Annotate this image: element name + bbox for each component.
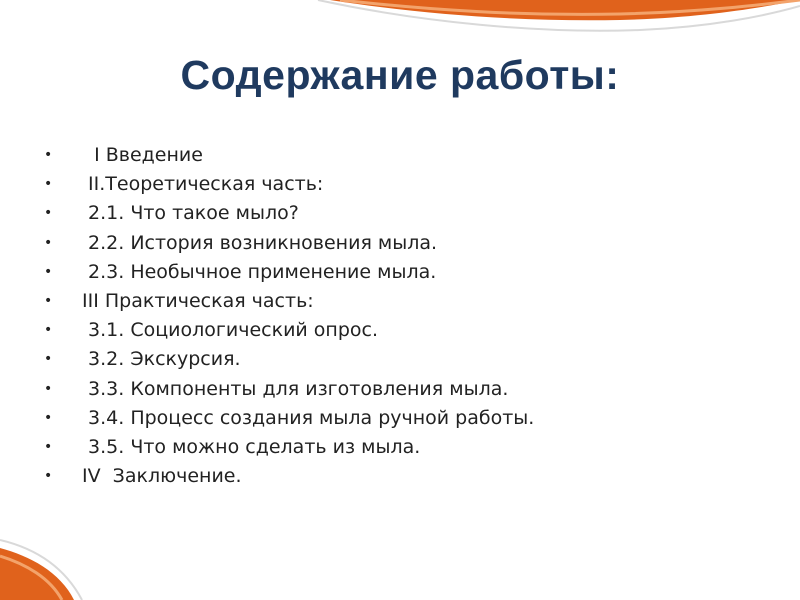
bullet-icon: • xyxy=(44,438,53,455)
list-item xyxy=(44,141,744,170)
bullet-icon: • xyxy=(44,409,53,426)
list-item xyxy=(44,316,744,345)
bullet-icon: • xyxy=(44,176,53,193)
list-item-text: 2.3. Необычное применение мыла. xyxy=(82,260,437,283)
list-item xyxy=(44,170,744,199)
list-item xyxy=(44,345,744,374)
bullet-icon: • xyxy=(44,468,53,485)
bullet-icon: • xyxy=(44,147,53,163)
list-item xyxy=(44,404,744,433)
list-item xyxy=(44,229,744,258)
list-item-text: III Практическая часть: xyxy=(82,289,314,312)
bullet-icon: • xyxy=(44,205,53,222)
list-item-text: II.Теоретическая часть: xyxy=(82,173,324,196)
bullet-icon: • xyxy=(44,292,53,309)
page-title: Содержание работы: xyxy=(180,52,620,98)
bullet-icon: • xyxy=(44,234,53,251)
list-item-text: 3.1. Социологический опрос. xyxy=(82,319,379,342)
list-item xyxy=(44,258,744,287)
table-of-contents xyxy=(44,141,744,491)
list-item-text: 3.3. Компоненты для изготовления мыла. xyxy=(82,377,509,400)
list-item xyxy=(44,462,744,491)
bullet-icon: • xyxy=(44,263,53,280)
top-swoosh-shape xyxy=(330,0,800,20)
list-item-text: 2.1. Что такое мыло? xyxy=(82,202,299,225)
list-item xyxy=(44,199,744,228)
bullet-icon: • xyxy=(44,322,53,339)
list-item-text: 2.2. История возникновения мыла. xyxy=(82,231,438,254)
list-item-text: I Введение xyxy=(82,144,203,166)
bullet-icon: • xyxy=(44,351,53,368)
list-item-text: 3.4. Процесс создания мыла ручной работы. xyxy=(82,406,535,429)
list-item-text: IV Заключение. xyxy=(82,465,242,488)
list-item xyxy=(44,375,744,404)
list-item-text: 3.2. Экскурсия. xyxy=(82,348,241,371)
list-item xyxy=(44,287,744,316)
list-item xyxy=(44,433,744,462)
bullet-icon: • xyxy=(44,380,53,397)
list-item-text: 3.5. Что можно сделать из мыла. xyxy=(82,435,421,458)
